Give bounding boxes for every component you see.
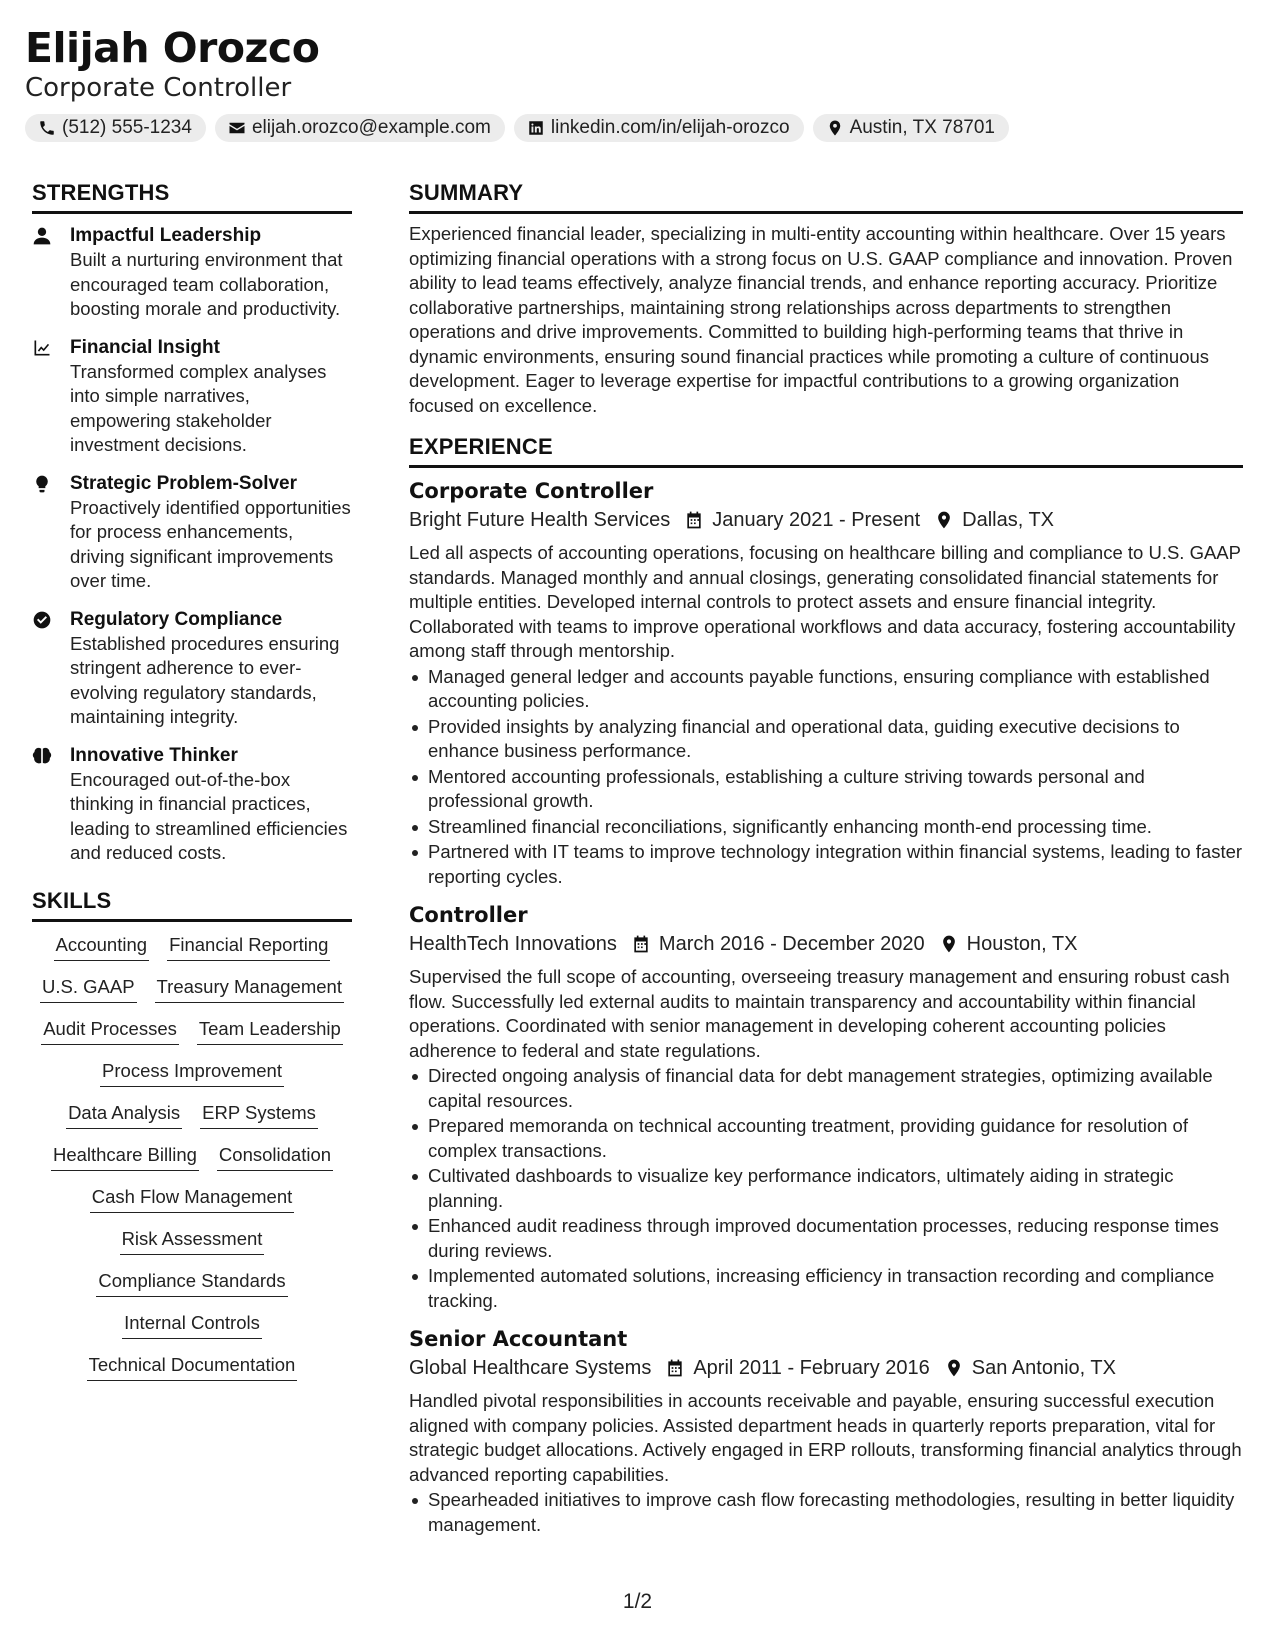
job-dates: April 2011 - February 2016 <box>693 1357 930 1379</box>
chart-line-icon <box>32 338 52 358</box>
strength-description: Transformed complex analyses into simple narratives, empowering stakeholder investment decisions. <box>70 360 327 455</box>
strength-title: Strategic Problem-Solver <box>70 472 298 494</box>
strength-description: Built a nurturing environment that encouraged team collaboration, boosting morale and productivity. <box>70 249 343 319</box>
job-bullets <box>409 665 1243 890</box>
bullet-item: Streamlined financial reconciliations, significantly enhancing month-end processing time. <box>409 815 1243 840</box>
map-pin-icon <box>826 119 844 137</box>
linkedin-icon <box>527 119 545 137</box>
right-column <box>409 178 1243 1549</box>
strengths-heading: STRENGTHS <box>32 178 352 214</box>
left-column <box>32 178 352 1381</box>
map-pin-icon <box>944 1358 964 1378</box>
job-location: Houston, TX <box>966 933 1078 955</box>
job-title: Senior Accountant <box>409 1327 628 1351</box>
candidate-name: Elijah Orozco <box>25 24 320 72</box>
skill-tag: Data Analysis <box>66 1100 182 1129</box>
experience-heading: EXPERIENCE <box>409 432 1243 468</box>
map-pin-icon <box>934 510 954 530</box>
user-icon <box>32 226 52 246</box>
strength-description: Encouraged out-of-the-box thinking in financial practices, leading to streamlined efficiencies and reduced costs. <box>70 768 348 863</box>
lightbulb-icon <box>32 474 52 494</box>
skill-tag: Financial Reporting <box>167 932 330 961</box>
contact-linkedin-text: linkedin.com/in/elijah-orozco <box>550 117 790 138</box>
strength-item <box>32 472 352 594</box>
bullet-item: Mentored accounting professionals, establishing a culture striving towards personal and professional growth. <box>409 765 1243 814</box>
skill-tag: Risk Assessment <box>120 1226 265 1255</box>
contact-email-text: elijah.orozco@example.com <box>251 117 491 138</box>
calendar-icon <box>631 934 651 954</box>
strength-item <box>32 608 352 730</box>
strengths-list <box>32 224 352 866</box>
job-meta <box>409 930 1243 958</box>
skills-list <box>32 932 352 1381</box>
skill-tag: Technical Documentation <box>87 1352 298 1381</box>
envelope-icon <box>228 119 246 137</box>
experience-entry <box>409 477 1243 889</box>
skill-tag: Compliance Standards <box>96 1268 287 1297</box>
phone-icon <box>38 119 56 137</box>
calendar-icon <box>684 510 704 530</box>
skill-tag: Process Improvement <box>100 1058 284 1087</box>
skill-tag: Consolidation <box>217 1142 333 1171</box>
resume-header <box>25 22 1250 142</box>
strength-title: Financial Insight <box>70 336 220 358</box>
brain-icon <box>32 746 52 766</box>
job-description: Led all aspects of accounting operations, focusing on healthcare billing and compliance to U.S. GAAP standards. Managed monthly and annual closings, generating consolidated financial statements for multiple entities. Developed internal controls to protect assets and ensure financial integrity. Collaborated with teams to improve operational workflows and data accuracy, fostering accountability among staff through mentorship. <box>409 542 1241 661</box>
job-meta <box>409 1354 1243 1382</box>
bullet-item: Implemented automated solutions, increasing efficiency in transaction recording and compliance tracking. <box>409 1264 1243 1313</box>
strength-item <box>32 336 352 458</box>
skill-tag: Healthcare Billing <box>51 1142 199 1171</box>
strength-title: Impactful Leadership <box>70 225 262 246</box>
contact-location-text: Austin, TX 78701 <box>849 117 995 138</box>
strength-item <box>32 744 352 866</box>
bullet-item: Directed ongoing analysis of financial data for debt management strategies, optimizing available capital resources. <box>409 1064 1243 1113</box>
contact-bar <box>25 114 1250 142</box>
job-company: Global Healthcare Systems <box>409 1357 652 1379</box>
bullet-item: Cultivated dashboards to visualize key performance indicators, ultimately aiding in strategic planning. <box>409 1164 1243 1213</box>
experience-entry <box>409 901 1243 1313</box>
job-description: Handled pivotal responsibilities in accounts receivable and payable, ensuring successful execution aligned with company policies. Assisted department heads in quarterly reports preparation, vital for strategic budget allocations. Actively engaged in ERP rollouts, transforming financial analytics through advanced reporting capabilities. <box>409 1390 1242 1485</box>
skill-tag: Treasury Management <box>155 974 344 1003</box>
skill-tag: Audit Processes <box>41 1016 179 1045</box>
bullet-item: Prepared memoranda on technical accounting treatment, providing guidance for resolution of complex transactions. <box>409 1114 1243 1163</box>
job-location: San Antonio, TX <box>971 1357 1116 1379</box>
candidate-headline: Corporate Controller <box>25 73 292 103</box>
strength-title: Innovative Thinker <box>70 744 238 766</box>
strength-description: Established procedures ensuring stringent adherence to ever-evolving regulatory standards, maintaining integrity. <box>70 632 340 727</box>
job-title: Corporate Controller <box>409 479 654 503</box>
skill-tag: Team Leadership <box>197 1016 343 1045</box>
strength-title: Regulatory Compliance <box>70 608 283 630</box>
contact-linkedin[interactable] <box>514 114 804 142</box>
strength-description: Proactively identified opportunities for process enhancements, driving significant improvements over time. <box>70 496 351 591</box>
job-description: Supervised the full scope of accounting, overseeing treasury management and ensuring robust cash flow. Successfully led external audits to maintain transparency and accountability within financial operations. Coordinated with senior management in developing coherent accounting policies adherence to federal and state regulations. <box>409 966 1230 1061</box>
skill-tag: U.S. GAAP <box>40 974 137 1003</box>
calendar-icon <box>665 1358 685 1378</box>
job-company: Bright Future Health Services <box>409 509 671 531</box>
skill-tag: Cash Flow Management <box>90 1184 295 1213</box>
contact-phone-text: (512) 555-1234 <box>62 117 192 138</box>
skill-tag: Accounting <box>54 932 150 961</box>
skill-tag: ERP Systems <box>200 1100 318 1129</box>
contact-location <box>813 114 1009 142</box>
job-company: HealthTech Innovations <box>409 933 617 955</box>
contact-phone[interactable] <box>25 114 206 142</box>
job-meta <box>409 506 1243 534</box>
job-title: Controller <box>409 903 528 927</box>
page-number: 1/2 <box>622 1590 653 1613</box>
strength-item <box>32 224 352 322</box>
bullet-item: Spearheaded initiatives to improve cash flow forecasting methodologies, resulting in better liquidity management. <box>409 1488 1243 1537</box>
check-circle-icon <box>32 610 52 630</box>
contact-email[interactable] <box>215 114 505 142</box>
job-location: Dallas, TX <box>962 509 1055 531</box>
job-dates: January 2021 - Present <box>712 509 921 531</box>
map-pin-icon <box>939 934 959 954</box>
summary-text: Experienced financial leader, specializing in multi-entity accounting within healthcare. Over 15 years optimizing financial operations with a strong focus on U.S. GAAP compliance and innovation. Proven ability to lead teams effectively, analyze financial trends, and enhance reporting accuracy. Prioritize collaborative partnerships, maintaining strong relationships across departments to strengthen operations and drive improvements. Committed to building high-performing teams that thrive in dynamic environments, ensuring sound financial practices while promoting a culture of continuous development. Eager to leverage expertise for impactful contributions to a growing organization focused on excellence. <box>409 223 1233 416</box>
skill-tag: Internal Controls <box>122 1310 262 1339</box>
job-bullets <box>409 1488 1243 1537</box>
bullet-item: Managed general ledger and accounts payable functions, ensuring compliance with established accounting policies. <box>409 665 1243 714</box>
job-bullets <box>409 1064 1243 1313</box>
bullet-item: Partnered with IT teams to improve technology integration within financial systems, leading to faster reporting cycles. <box>409 840 1243 889</box>
bullet-item: Enhanced audit readiness through improved documentation processes, reducing response times during reviews. <box>409 1214 1243 1263</box>
job-dates: March 2016 - December 2020 <box>658 933 925 955</box>
summary-heading: SUMMARY <box>409 178 1243 214</box>
skills-heading: SKILLS <box>32 886 352 922</box>
bullet-item: Provided insights by analyzing financial and operational data, guiding executive decisions to enhance business performance. <box>409 715 1243 764</box>
experience-entry <box>409 1325 1243 1537</box>
